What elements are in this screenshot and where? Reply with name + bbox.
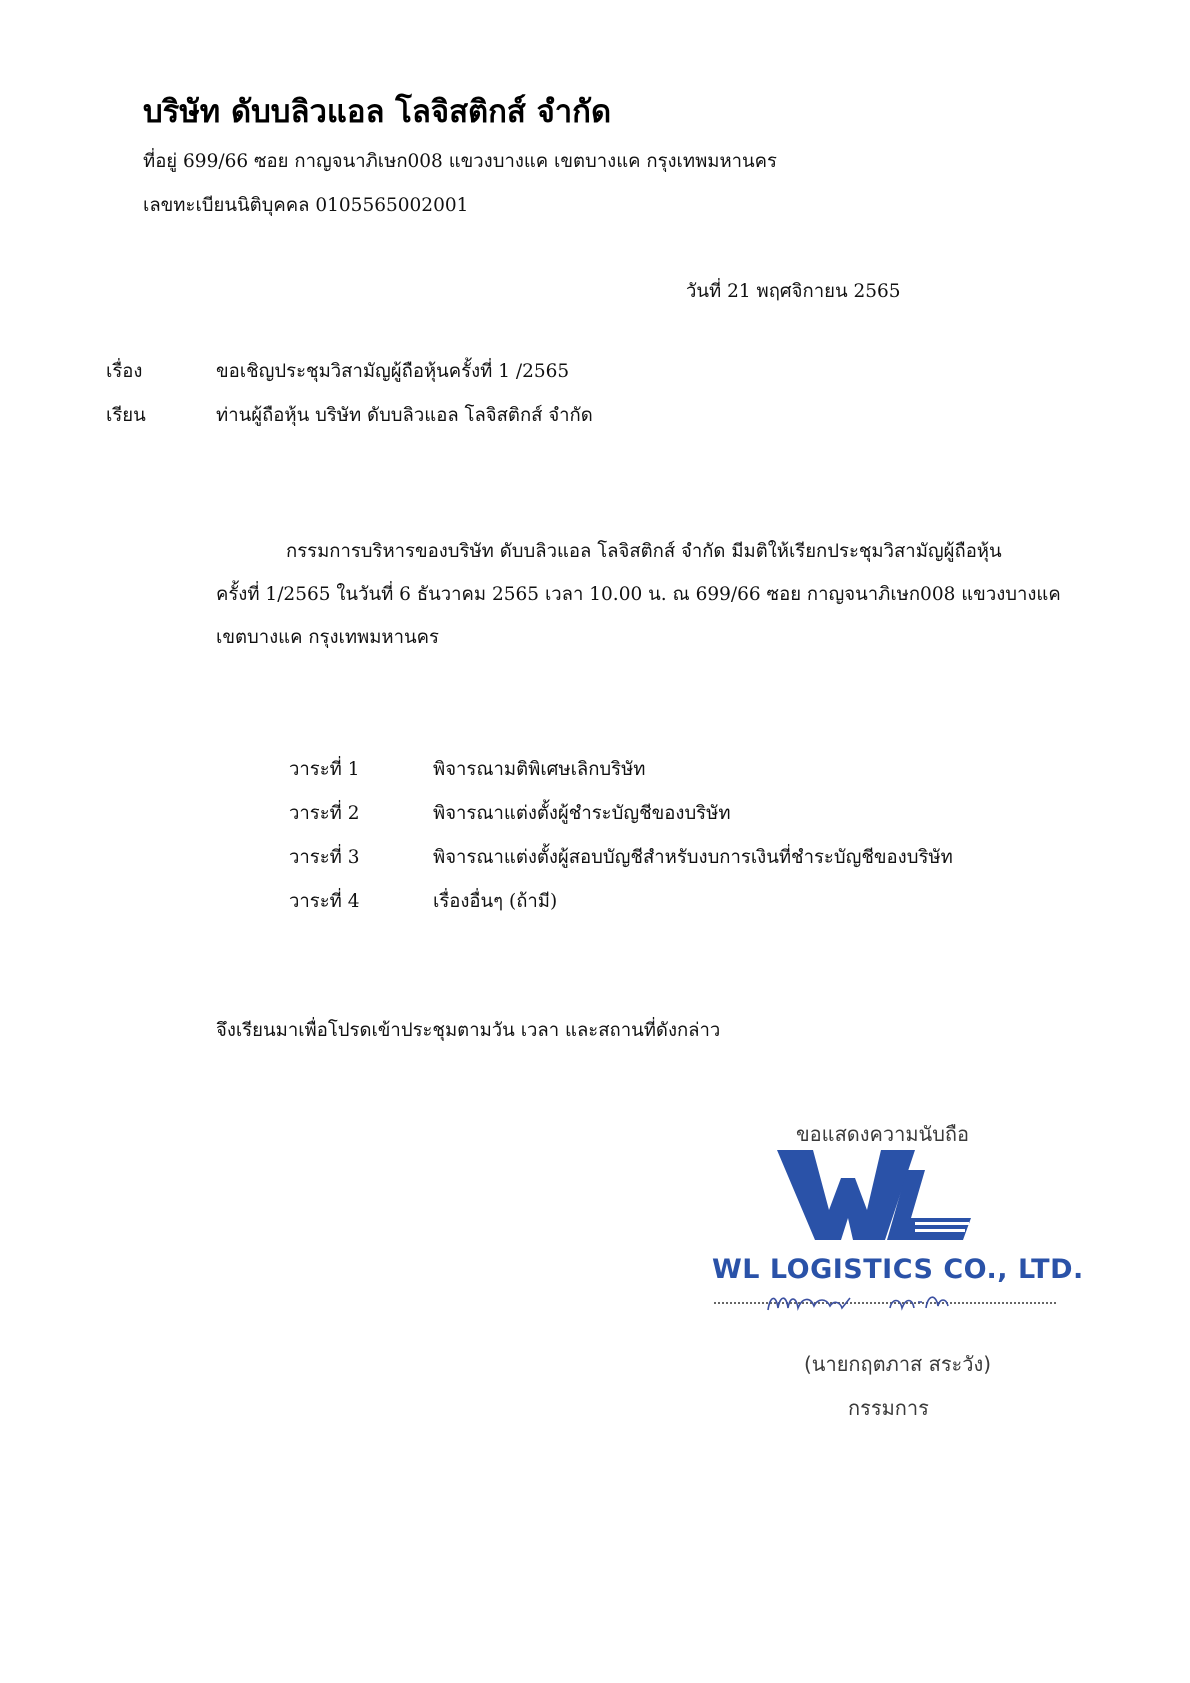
agenda-text-1: พิจารณามติพิเศษเลิกบริษัท <box>433 759 646 780</box>
signer-name: (นายกฤตภาส สระวัง) <box>804 1352 992 1376</box>
letter-date: วันที่ 21 พฤศจิกายน 2565 <box>686 281 901 302</box>
subject-value: ขอเชิญประชุมวิสามัญผู้ถือหุ้นครั้งที่ 1 /2565 <box>216 361 570 382</box>
recipient-value: ท่านผู้ถือหุ้น บริษัท ดับบลิวแอล โลจิสติกส์ จำกัด <box>216 405 593 426</box>
regards-text: ขอแสดงความนับถือ <box>796 1122 970 1146</box>
registration-number: เลขทะเบียนนิติบุคคล 0105565002001 <box>143 195 469 216</box>
wl-logo-mark <box>775 1148 975 1246</box>
agenda-text-2: พิจารณาแต่งตั้งผู้ชำระบัญชีของบริษัท <box>433 803 731 824</box>
body-line-1: กรรมการบริหารของบริษัท ดับบลิวแอล โลจิสติกส์ จำกัด มีมติให้เรียกประชุมวิสามัญผู้ถือหุ้น <box>286 541 1002 562</box>
agenda-label-1: วาระที่ 1 <box>289 759 360 780</box>
company-logo-text: WL LOGISTICS CO., LTD. <box>712 1254 1084 1285</box>
agenda-label-3: วาระที่ 3 <box>289 847 360 868</box>
agenda-text-3: พิจารณาแต่งตั้งผู้สอบบัญชีสำหรับงบการเงินที่ชำระบัญชีของบริษัท <box>433 847 953 868</box>
body-line-2: ครั้งที่ 1/2565 ในวันที่ 6 ธันวาคม 2565 เวลา 10.00 น. ณ 699/66 ซอย กาญจนาภิเษก008 แขวงบางแค <box>216 584 1061 605</box>
company-address: ที่อยู่ 699/66 ซอย กาญจนาภิเษก008 แขวงบางแค เขตบางแค กรุงเทพมหานคร <box>143 151 777 172</box>
handwritten-signature <box>760 1284 960 1318</box>
agenda-label-4: วาระที่ 4 <box>289 891 360 912</box>
subject-label: เรื่อง <box>106 361 143 382</box>
closing-sentence: จึงเรียนมาเพื่อโปรดเข้าประชุมตามวัน เวลา และสถานที่ดังกล่าว <box>216 1020 721 1041</box>
company-name: บริษัท ดับบลิวแอล โลจิสติกส์ จำกัด <box>143 94 612 130</box>
body-line-3: เขตบางแค กรุงเทพมหานคร <box>216 627 439 648</box>
signer-position: กรรมการ <box>848 1396 929 1420</box>
body-paragraph <box>216 530 1082 659</box>
agenda-text-4: เรื่องอื่นๆ (ถ้ามี) <box>433 891 558 912</box>
recipient-label: เรียน <box>106 405 146 426</box>
agenda-label-2: วาระที่ 2 <box>289 803 360 824</box>
